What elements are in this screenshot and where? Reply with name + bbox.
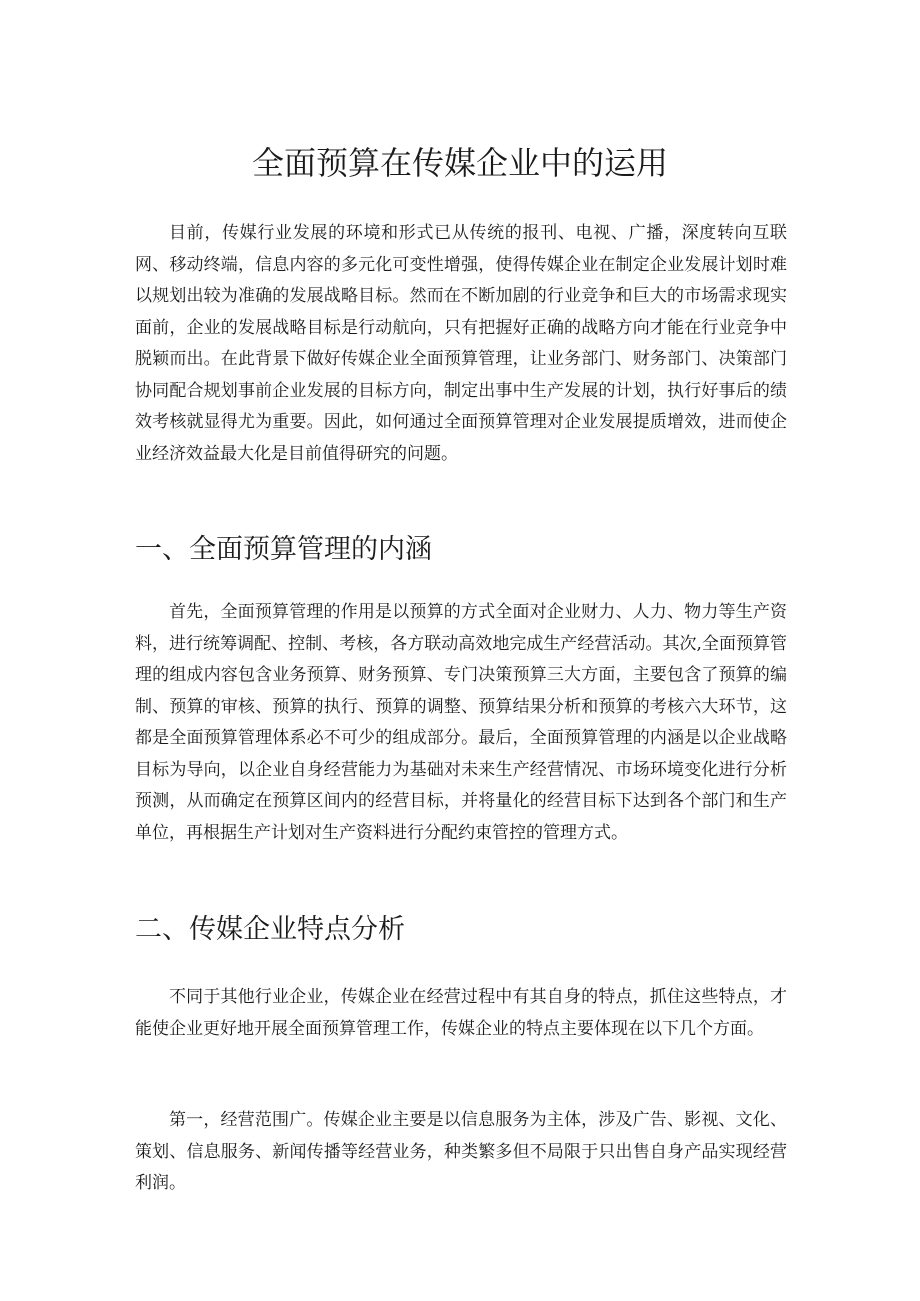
section-1-paragraph: 首先，全面预算管理的作用是以预算的方式全面对企业财力、人力、物力等生产资料，进行统筹调配、控制、考核，各方联动高效地完成生产经营活动。其次,全面预算管理的组成内容包含业务预算、财务预算、专门决策预算三大方面，主要包含了预算的编制、预算的审核、预算的执行、预算的调整、预算结果分析和预算的考核六大环节，这都是全面预算管理体系必不可少的组成部分。最后，全面预算管理的内涵是以企业战略目标为导向，以企业自身经营能力为基础对未来生产经营情况、市场环境变化进行分析预测，从而确定在预算区间内的经营目标，并将量化的经营目标下达到各个部门和生产单位，再根据生产计划对生产资料进行分配约束管控的管理方式。 [135,602,787,843]
intro-paragraph: 目前，传媒行业发展的环境和形式已从传统的报刊、电视、广播，深度转向互联网、移动终端，信息内容的多元化可变性增强，使得传媒企业在制定企业发展计划时难以规划出较为准确的发展战略目标。然而在不断加剧的行业竞争和巨大的市场需求现实面前，企业的发展战略目标是行动航向，只有把握好正确的战略方向才能在行业竞争中脱颖而出。在此背景下做好传媒企业全面预算管理，让业务部门、财务部门、决策部门协同配合规划事前企业发展的目标方向，制定出事中生产发展的计划，执行好事后的绩效考核就显得尤为重要。因此，如何通过全面预算管理对企业发展提质增效，进而使企业经济效益最大化是目前值得研究的问题。 [135,223,787,464]
section-2-paragraph-1: 不同于其他行业企业，传媒企业在经营过程中有其自身的特点，抓住这些特点，才能使企业更好地开展全面预算管理工作，传媒企业的特点主要体现在以下几个方面。 [135,987,787,1039]
section-2-paragraph-2: 第一，经营范围广。传媒企业主要是以信息服务为主体，涉及广告、影视、文化、策划、信息服务、新闻传播等经营业务，种类繁多但不局限于只出售自身产品实现经营利润。 [135,1110,787,1193]
document-title: 全面预算在传媒企业中的运用 [251,144,668,182]
section-2-heading: 二、传媒企业特点分析 [135,914,405,945]
section-1-heading: 一、全面预算管理的内涵 [135,534,432,565]
